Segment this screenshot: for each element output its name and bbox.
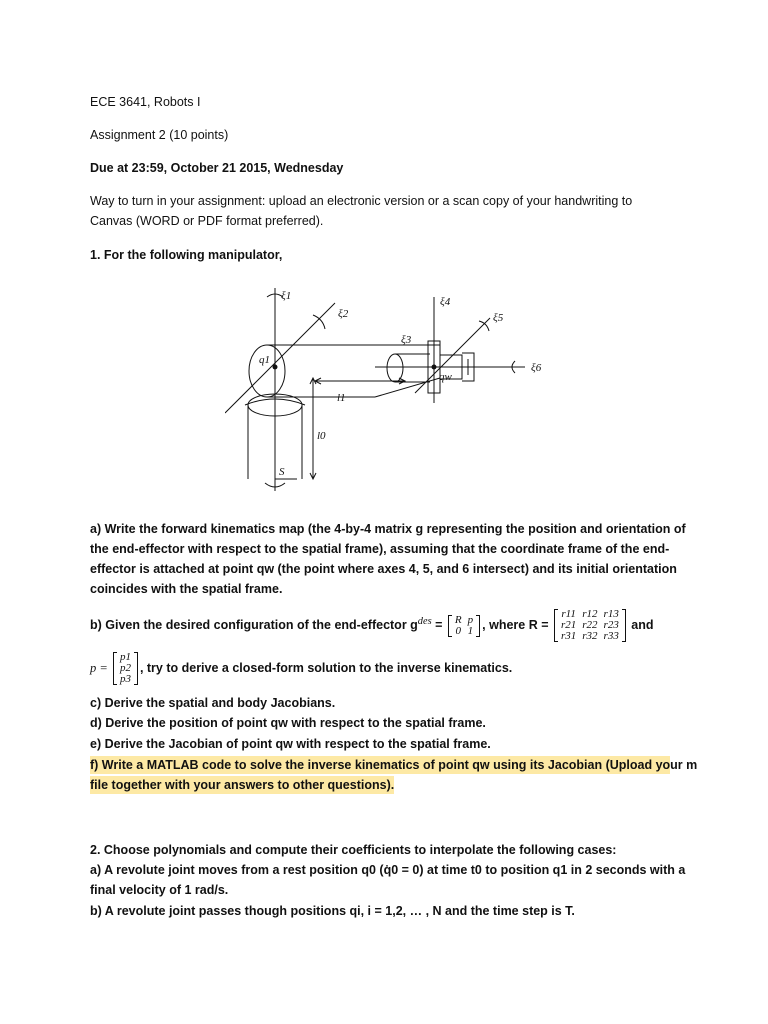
q2a-line-2: final velocity of 1 rad/s. <box>90 883 229 897</box>
label-qw: qw <box>439 371 452 383</box>
turn-in-line-1: Way to turn in your assignment: upload an electronic version or a scan copy of your handwriting to <box>90 194 633 208</box>
assignment-title: Assignment 2 (10 points) <box>90 128 229 142</box>
q1b-line-2: p = p1 p2 p3 , try to derive a closed-form solution to the inverse kinematics. <box>90 651 513 686</box>
label-q1: q1 <box>259 354 270 366</box>
label-S: S <box>279 466 285 478</box>
label-l1: l1 <box>337 392 346 404</box>
manipulator-figure <box>225 283 560 503</box>
q2-intro: 2. Choose polynomials and compute their coefficients to interpolate the following cases: <box>90 843 617 857</box>
axis-xi5 <box>415 318 490 393</box>
g-des-matrix: R p 0 1 <box>448 615 480 637</box>
q1d: d) Derive the position of point qw with respect to the spatial frame. <box>90 716 486 730</box>
label-xi4: ξ4 <box>440 296 451 308</box>
r-matrix: r11 r12 r13 r21 r22 r23 r31 r32 r33 <box>554 609 626 642</box>
q1-intro: 1. For the following manipulator, <box>90 248 283 262</box>
q1e: e) Derive the Jacobian of point qw with respect to the spatial frame. <box>90 737 491 751</box>
q2b: b) A revolute joint passes though positions qi, i = 1,2, … , N and the time step is T. <box>90 904 575 918</box>
label-xi2: ξ2 <box>338 308 349 320</box>
turn-in-line-2: Canvas (WORD or PDF format preferred). <box>90 214 324 228</box>
label-xi5: ξ5 <box>493 312 504 324</box>
q1a-line-3: effector is attached at point qw (the point where axes 4, 5, and 6 intersect) and its initial orientation <box>90 562 677 576</box>
q2a-line-1: a) A revolute joint moves from a rest position q0 (q̇0 = 0) at time t0 to position q1 in 2 seconds with a <box>90 863 686 877</box>
q1b-line-1: b) Given the desired configuration of the end-effector $g^{des}$ = R p 0 1 , where R = r11 r12 r13 r21 r22 r23 r31 r32 r33 and <box>90 608 654 643</box>
label-xi3: ξ3 <box>401 334 412 346</box>
q1a-line-2: the end-effector with respect to the spatial frame), assuming that the coordinate frame of the end- <box>90 542 670 556</box>
q1f-line-2: file together with your answers to other questions). <box>90 778 395 792</box>
label-l0: l0 <box>317 430 326 442</box>
q1a-line-1: a) Write the forward kinematics map (the 4-by-4 matrix g representing the position and orientation of <box>90 522 686 536</box>
course-title: ECE 3641, Robots I <box>90 95 201 109</box>
q1a-line-4: coincides with the spatial frame. <box>90 582 283 596</box>
label-xi6: ξ6 <box>531 362 542 374</box>
label-xi1: ξ1 <box>281 290 292 302</box>
p-vector: p1 p2 p3 <box>113 652 138 685</box>
q1f-line-1: f) Write a MATLAB code to solve the inverse kinematics of point qw using its Jacobian (Upload your m <box>90 758 698 772</box>
due-date: Due at 23:59, October 21 2015, Wednesday <box>90 161 344 175</box>
q1c: c) Derive the spatial and body Jacobians. <box>90 696 336 710</box>
